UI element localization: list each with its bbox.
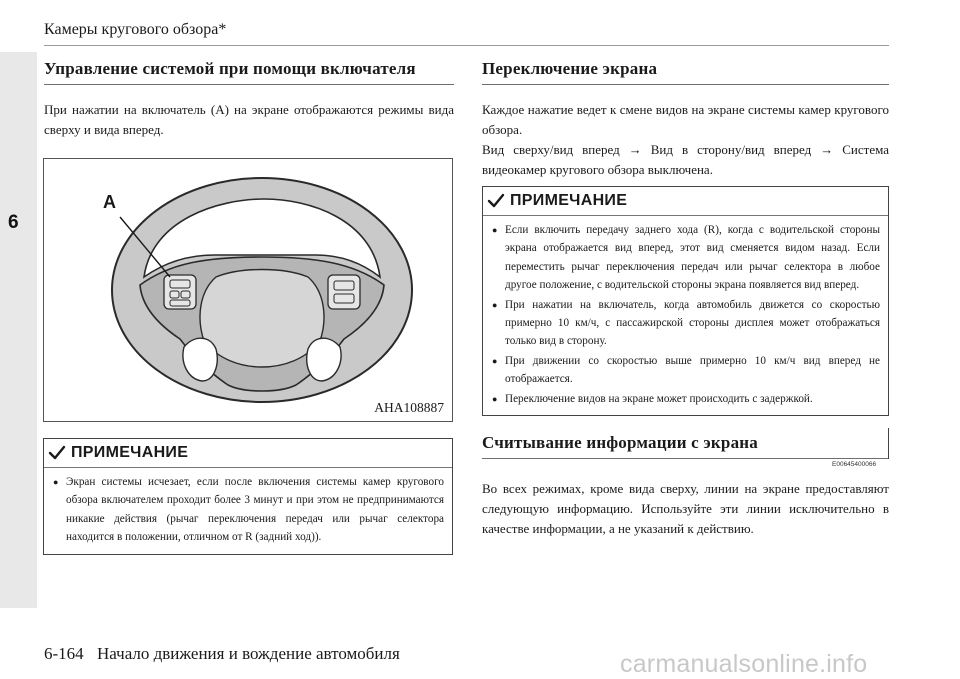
section-title-reading-info: Считывание информации с экрана [482,433,758,452]
section-divider [482,458,889,459]
section-divider [482,84,889,85]
note-check-icon [48,444,66,462]
footer-chapter-title: Начало движения и вождение автомобиля [97,644,400,663]
switch-paragraph-1: Каждое нажатие ведет к смене видов на экране системы камер кругового обзора. [482,102,889,137]
section-title-switch-control: Управление системой при помощи включателя [44,59,416,78]
note-box-right [482,186,889,416]
chapter-number: 6 [8,212,19,233]
section-title-screen-switch: Переключение экрана [482,59,658,78]
note-box-left [43,438,453,555]
note-check-icon [487,192,505,210]
note-header [483,187,888,216]
note-item: ● Экран системы исчезает, если после включения системы камер кругового обзора включателем проходит более 3 минут и при этом не предпринимаются никакие действия (рычаг переключения передач или рычаг селектора находится в положении, отличном от R (задний ход)). [53,476,444,544]
note-item: ● При нажатии на включатель, когда автомобиль движется со скоростью примерно 10 км/ч, с пассажирской стороны дисплея может отображаться только вид в сторону. [492,298,880,348]
intro-paragraph: При нажатии на включатель (A) на экране отображаются режимы вида сверху и вида вперед. [44,102,454,137]
note-item: ● Если включить передачу заднего хода (R), когда с водительской стороны экрана отображается вид вперед, этот вид сменяется видом назад. Если переместить рычаг переключения передач или рычаг селектора в любое другое положение, с водительской стороны экрана появляется вид вперед. [492,224,880,292]
steering-wheel-figure [43,158,453,422]
note-list [44,468,452,554]
watermark: carmanualsonline.info [620,650,868,678]
note-item: ● Переключение видов на экране может происходить с задержкой. [492,392,813,405]
reading-paragraph: Во всех режимах, кроме вида сверху, линии на экране предоставляют следующую информацию. Используйте эти линии исключительно в качестве информации, а не указаний к действию. [482,481,889,536]
camera-switch-a [164,275,196,309]
header-divider [44,45,889,46]
note-header [44,439,452,468]
page-header-title: Камеры кругового обзора* [44,21,227,38]
chapter-side-tab [0,52,37,608]
figure-code: AHA108887 [374,400,444,415]
page-number: 6-164 [44,644,84,663]
section-divider [44,84,454,85]
note-item: ● При движении со скоростью выше примерно 10 км/ч вид вперед не отображается. [492,354,880,386]
section-title-bracket [888,428,889,459]
note-list [483,216,888,415]
figure-callout-label: A [103,192,116,212]
section-code: E00645400066 [832,461,877,468]
note-heading: ПРИМЕЧАНИЕ [71,444,189,461]
note-heading: ПРИМЕЧАНИЕ [510,192,628,209]
switch-paragraph-2: Вид сверху/вид вперед → Вид в сторону/вид вперед → Система видеокамер кругового обзора выключена. [482,142,889,177]
